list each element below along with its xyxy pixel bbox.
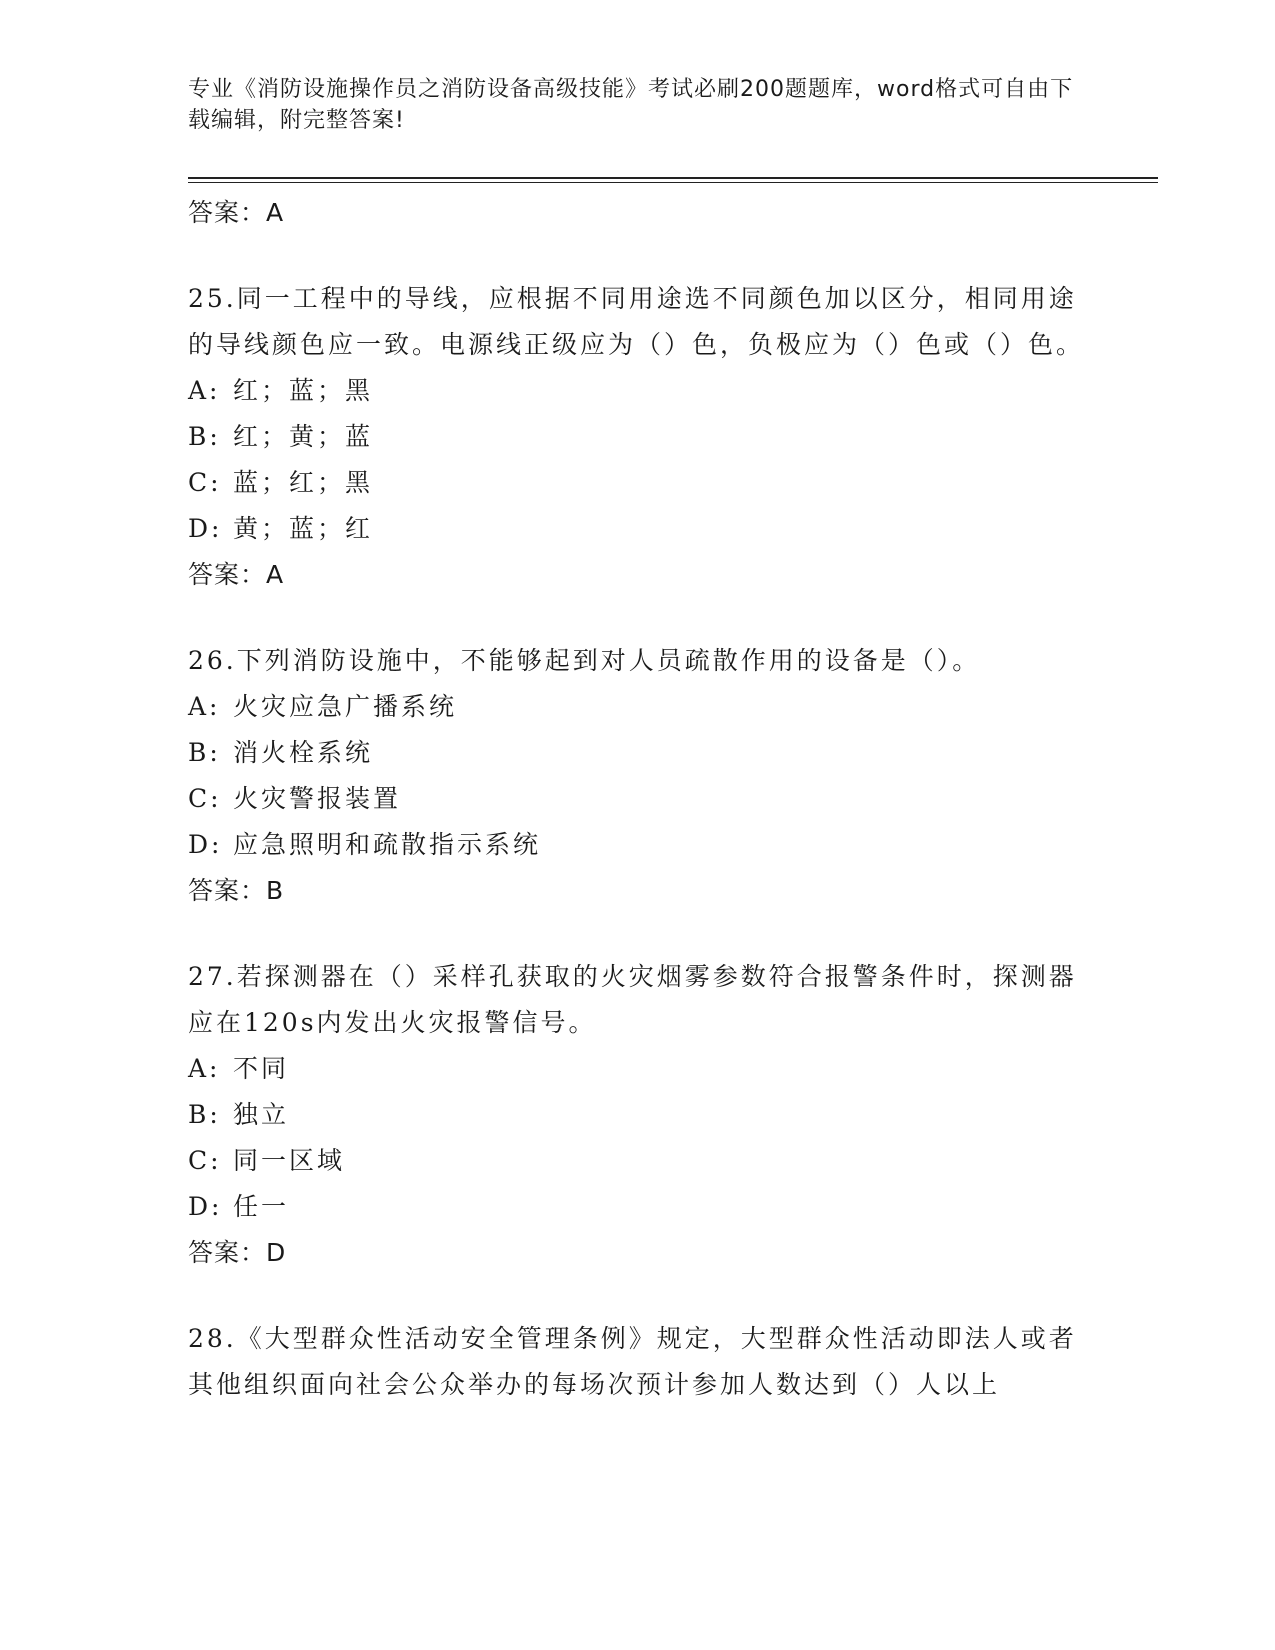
- answer-line: 答案：A: [188, 560, 285, 589]
- question-text: 27.若探测器在（）采样孔获取的火灾烟雾参数符合报警条件时，探测器应在120s内发出火灾报警信号。: [188, 962, 1077, 1037]
- question-25: [188, 276, 1088, 598]
- option-key: B:: [188, 738, 221, 767]
- option-text: 应急照明和疏散指示系统: [233, 830, 542, 859]
- document-header: [188, 74, 1088, 136]
- page-content: [188, 190, 1088, 1408]
- question-27: [188, 954, 1088, 1276]
- option-text: 红；黄；蓝: [233, 422, 374, 451]
- option-text: 不同: [233, 1054, 290, 1083]
- option-key: C:: [188, 468, 222, 497]
- question-text: 26.下列消防设施中，不能够起到对人员疏散作用的设备是（）。: [188, 646, 981, 675]
- option-text: 火灾应急广播系统: [233, 692, 458, 721]
- option-b: [188, 414, 1088, 460]
- answer-line: 答案：A: [188, 198, 285, 227]
- option-text: 红；蓝；黑: [233, 376, 374, 405]
- option-c: [188, 1138, 1088, 1184]
- option-a: [188, 684, 1088, 730]
- option-key: A:: [188, 692, 221, 721]
- option-d: [188, 1184, 1088, 1230]
- header-divider: [188, 177, 1158, 179]
- option-text: 消火栓系统: [233, 738, 374, 767]
- header-divider-thin: [188, 182, 1158, 183]
- option-b: [188, 730, 1088, 776]
- option-text: 蓝；红；黑: [233, 468, 374, 497]
- option-a: [188, 368, 1088, 414]
- option-key: A:: [188, 376, 221, 405]
- question-text: 28.《大型群众性活动安全管理条例》规定，大型群众性活动即法人或者其他组织面向社会公众举办的每场次预计参加人数达到（）人以上: [188, 1324, 1077, 1399]
- option-key: B:: [188, 422, 221, 451]
- option-d: [188, 506, 1088, 552]
- answer-line: 答案：B: [188, 876, 285, 905]
- question-text: 25.同一工程中的导线，应根据不同用途选不同颜色加以区分，相同用途的导线颜色应一致。电源线正级应为（）色，负极应为（）色或（）色。: [188, 284, 1085, 359]
- question-28: [188, 1316, 1088, 1408]
- option-key: C:: [188, 1146, 222, 1175]
- option-key: D:: [188, 514, 223, 543]
- option-text: 火灾警报装置: [233, 784, 402, 813]
- option-key: C:: [188, 784, 222, 813]
- question-26: [188, 638, 1088, 914]
- option-key: D:: [188, 830, 223, 859]
- option-a: [188, 1046, 1088, 1092]
- option-text: 任一: [233, 1192, 290, 1221]
- option-b: [188, 1092, 1088, 1138]
- option-d: [188, 822, 1088, 868]
- option-text: 独立: [233, 1100, 290, 1129]
- answer-line: 答案：D: [188, 1238, 287, 1267]
- option-text: 黄；蓝；红: [233, 514, 374, 543]
- document-title: 专业《消防设施操作员之消防设备高级技能》考试必刷200题题库，word格式可自由下载编辑，附完整答案!: [188, 77, 1074, 133]
- option-key: A:: [188, 1054, 221, 1083]
- option-c: [188, 776, 1088, 822]
- option-c: [188, 460, 1088, 506]
- option-text: 同一区域: [233, 1146, 346, 1175]
- option-key: D:: [188, 1192, 223, 1221]
- option-key: B:: [188, 1100, 221, 1129]
